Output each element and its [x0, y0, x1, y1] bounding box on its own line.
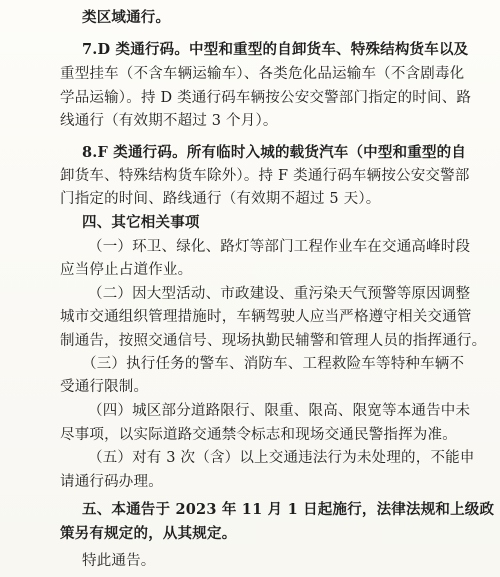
text-line: 门指定的时间、路线通行（有效期不超过 5 天）。 [60, 191, 381, 207]
text-line: 尽事项，以实际道路交通禁令标志和现场交通民警指挥为准。 [60, 427, 457, 443]
text-line: （五）对有 3 次（含）以上交通违法行为未处理的，不能申 [88, 450, 475, 466]
text-line: 受通行限制。 [60, 379, 149, 395]
text-line: 卸货车、特殊结构货车除外）。持 F 类通行码车辆按公安交警部 [60, 168, 470, 184]
text-line: （二）因大型活动、市政建设、重污染天气预警等原因调整 [88, 286, 471, 302]
text-line: 类区域通行。 [82, 9, 171, 26]
text-line: 重型挂车（不含车辆运输车）、各类危化品运输车（不含剧毒化 [60, 66, 465, 82]
text-line: 7.D 类通行码。中型和重型的自卸货车、特殊结构货车以及 [82, 41, 469, 58]
text-line: （三）执行任务的警车、消防车、工程救险车等特种车辆不 [82, 356, 465, 372]
text-line: 策另有规定的，从其规定。 [60, 525, 237, 542]
text-line: （一）环卫、绿化、路灯等部门工程作业车在交通高峰时段 [88, 239, 471, 255]
text-line: （四）城区部分道路限行、限重、限高、限宽等本通告中未 [88, 403, 471, 419]
text-line: 应当停止占道作业。 [60, 262, 193, 278]
closing-line: 特此通告。 [82, 553, 156, 569]
text-line: 线通行（有效期不超过 3 个月）。 [60, 113, 278, 129]
section-heading: 四、其它相关事项 [82, 214, 200, 231]
text-line: 学品运输）。持 D 类通行码车辆按公安交警部门指定的时间、路 [60, 90, 472, 106]
text-line: 城市交通组织管理措施时，车辆驾驶人应当严格遵守相关交通管 [60, 309, 472, 325]
section-heading: 五、本通告于 2023 年 11 月 1 日起施行，法律法规和上级政 [82, 501, 495, 518]
text-line: 请通行码办理。 [60, 474, 163, 490]
text-line: 8.F 类通行码。所有临时入城的载货汽车（中型和重型的自 [82, 144, 467, 161]
text-line: 制通告，按照交通信号、现场执勤民辅警和管理人员的指挥通行。 [60, 333, 487, 349]
